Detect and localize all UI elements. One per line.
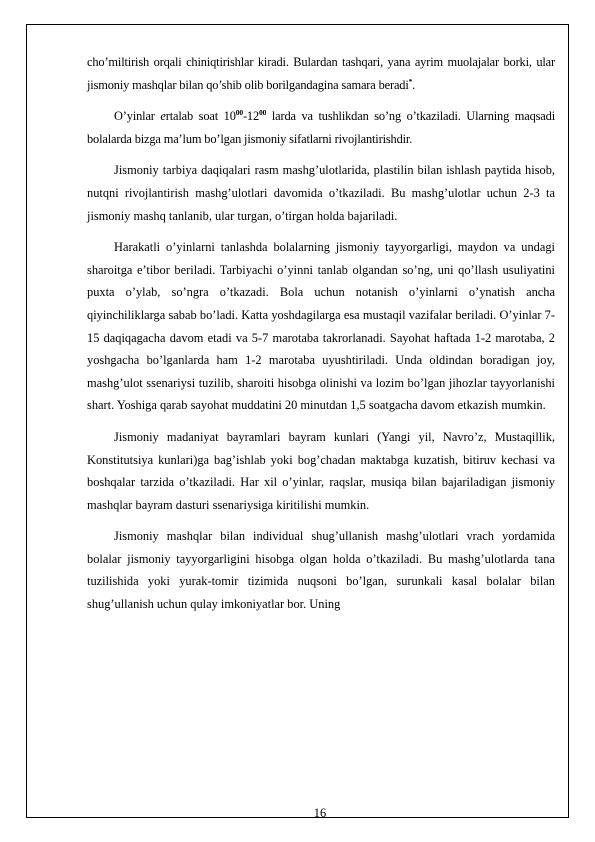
page-number: 16	[313, 806, 327, 820]
footnote-mark: *	[408, 76, 413, 86]
paragraph-text-end: .	[412, 77, 416, 92]
superscript-minutes: 00	[259, 108, 267, 118]
document-body	[87, 51, 555, 625]
paragraph-individual-exercise: Jismoniy mashqlar bilan individual shug’ullanish mashg’ulotlari vrach yordamida bolalar jismoniy tayyorgarligini hisobga olgan holda o’tkaziladi. Bu mashg’ulotlarda tana tuzilishida yoki yurak-tomir tizimida nuqsoni bo’lgan, surunkali kasal bolalar bilan shug’ullanish uchun qulay imkoniyatlar bor. Uning	[87, 529, 555, 612]
text-run: O’yinlar	[114, 109, 161, 124]
paragraph-active-games: Harakatli o’yinlarni tanlashda bolalarning jismoniy tayyorgarligi, maydon va undagi sharoitga e’tibor beriladi. Tarbiyachi o’yinni tanlab olgandan so’ng, uni qo’llash usuliyatini puxta o’ylab, so’ngra o’tkazadi. Bola uchun notanish o’yinlarni o’ynatish ancha qiyinchiliklarga sabab bo’ladi. Katta yoshdagilarga esa mustaqil vazifalar beriladi. O’yinlar 7-15 daqiqagacha davom etadi va 5-7 marotaba takrorlanadi. Sayohat haftada 1-2 marotaba, 2 yoshgacha bo’lganlarda ham 1-2 marotaba uyushtiriladi. Unda oldindan boradigan joy, mashg’ulot ssenariysi tuzilib, sharoiti hisobga olinishi va lozim bo’lgan jihozlar tayyorlanishi shart. Yoshiga qarab sayohat muddatini 20 minutdan 1,5 soatgacha davom etkazish mumkin.	[87, 240, 555, 413]
paragraph-pe-holidays: Jismoniy madaniyat bayramlari bayram kunlari (Yangi yil, Navro’z, Mustaqillik, Konstitutsiya kunlari)ga bag’ishlab yoki bog’chadan maktabga kuzatish, bitiruv kechasi va boshqalar tarzida o’tkaziladi. Har xil o’yinlar, raqslar, musiqa bilan bajariladigan jismoniy mashqlar bayram dasturi ssenariysiga kiritilishi mumkin.	[87, 429, 555, 512]
superscript-minutes: 00	[235, 108, 243, 118]
paragraph-continuation	[87, 51, 555, 96]
text-run: larda va tushlikdan so’ng o’tkaziladi. Ularning maqsadi bolalarda bizga ma’lum bo’lgan jismoniy sifatlarni rivojlantirishdir.	[87, 109, 555, 146]
text-run-italic: e	[160, 109, 166, 124]
text-run: -12	[242, 109, 260, 124]
paragraph-games-schedule	[87, 105, 555, 150]
paragraph-pe-minutes: Jismoniy tarbiya daqiqalari rasm mashg’ulotlarida, plastilin bilan ishlash paytida hisob, nutqni rivojlantirish mashg’ulotlari davomida o’tkaziladi. Bu mashg’ulotlar uchun 2-3 ta jismoniy mashq tanlanib, ular turgan, o’tirgan holda bajariladi.	[87, 163, 555, 223]
paragraph-text: cho’miltirish orqali chiniqtirishlar kiradi. Bulardan tashqari, yana ayrim muolajalar borki, ular jismoniy mashqlar bilan qo’shib olib borilgandagina samara beradi	[87, 55, 555, 92]
text-run: rtalab soat 10	[165, 109, 236, 124]
